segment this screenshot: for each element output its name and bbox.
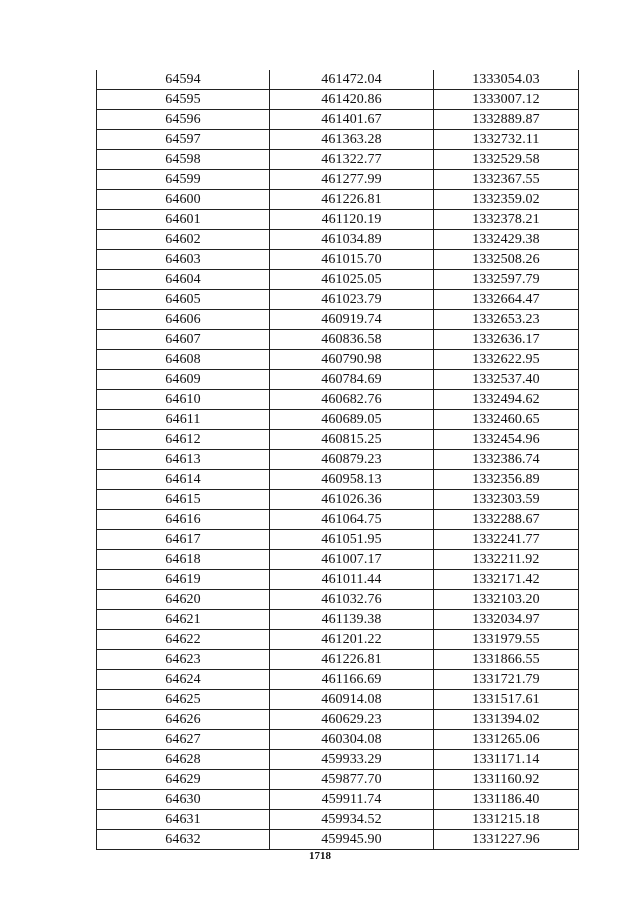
easting-cell: 461226.81 xyxy=(270,190,434,210)
point-id-cell: 64625 xyxy=(97,690,270,710)
northing-cell: 1332597.79 xyxy=(434,270,579,290)
easting-cell: 460304.08 xyxy=(270,730,434,750)
northing-cell: 1332454.96 xyxy=(434,430,579,450)
easting-cell: 461363.28 xyxy=(270,130,434,150)
easting-cell: 461025.05 xyxy=(270,270,434,290)
northing-cell: 1333054.03 xyxy=(434,70,579,90)
table-row xyxy=(97,290,579,310)
table-row xyxy=(97,90,579,110)
easting-cell: 461201.22 xyxy=(270,630,434,650)
table-row xyxy=(97,150,579,170)
easting-cell: 461064.75 xyxy=(270,510,434,530)
easting-cell: 461034.89 xyxy=(270,230,434,250)
northing-cell: 1332460.65 xyxy=(434,410,579,430)
table-row xyxy=(97,670,579,690)
point-id-cell: 64627 xyxy=(97,730,270,750)
northing-cell: 1332529.58 xyxy=(434,150,579,170)
table-row xyxy=(97,810,579,830)
point-id-cell: 64617 xyxy=(97,530,270,550)
northing-cell: 1332664.47 xyxy=(434,290,579,310)
point-id-cell: 64604 xyxy=(97,270,270,290)
northing-cell: 1332171.42 xyxy=(434,570,579,590)
point-id-cell: 64616 xyxy=(97,510,270,530)
point-id-cell: 64603 xyxy=(97,250,270,270)
point-id-cell: 64621 xyxy=(97,610,270,630)
point-id-cell: 64605 xyxy=(97,290,270,310)
easting-cell: 461007.17 xyxy=(270,550,434,570)
northing-cell: 1332508.26 xyxy=(434,250,579,270)
northing-cell: 1331215.18 xyxy=(434,810,579,830)
northing-cell: 1332653.23 xyxy=(434,310,579,330)
page-number: 1718 xyxy=(309,850,331,862)
point-id-cell: 64630 xyxy=(97,790,270,810)
easting-cell: 461026.36 xyxy=(270,490,434,510)
point-id-cell: 64595 xyxy=(97,90,270,110)
table-row xyxy=(97,750,579,770)
point-id-cell: 64628 xyxy=(97,750,270,770)
northing-cell: 1331517.61 xyxy=(434,690,579,710)
easting-cell: 460815.25 xyxy=(270,430,434,450)
northing-cell: 1331979.55 xyxy=(434,630,579,650)
point-id-cell: 64606 xyxy=(97,310,270,330)
point-id-cell: 64631 xyxy=(97,810,270,830)
point-id-cell: 64620 xyxy=(97,590,270,610)
northing-cell: 1332429.38 xyxy=(434,230,579,250)
easting-cell: 459933.29 xyxy=(270,750,434,770)
point-id-cell: 64608 xyxy=(97,350,270,370)
table-row xyxy=(97,70,579,90)
northing-cell: 1331227.96 xyxy=(434,830,579,850)
coordinates-table xyxy=(96,70,579,850)
easting-cell: 461023.79 xyxy=(270,290,434,310)
northing-cell: 1331160.92 xyxy=(434,770,579,790)
northing-cell: 1332303.59 xyxy=(434,490,579,510)
easting-cell: 461032.76 xyxy=(270,590,434,610)
point-id-cell: 64611 xyxy=(97,410,270,430)
northing-cell: 1332889.87 xyxy=(434,110,579,130)
point-id-cell: 64602 xyxy=(97,230,270,250)
northing-cell: 1332034.97 xyxy=(434,610,579,630)
table-row xyxy=(97,590,579,610)
table-row xyxy=(97,450,579,470)
northing-cell: 1331265.06 xyxy=(434,730,579,750)
table-row xyxy=(97,470,579,490)
northing-cell: 1332288.67 xyxy=(434,510,579,530)
northing-cell: 1332636.17 xyxy=(434,330,579,350)
coordinates-table-body xyxy=(97,70,579,850)
easting-cell: 461011.44 xyxy=(270,570,434,590)
point-id-cell: 64615 xyxy=(97,490,270,510)
easting-cell: 460784.69 xyxy=(270,370,434,390)
point-id-cell: 64596 xyxy=(97,110,270,130)
easting-cell: 461401.67 xyxy=(270,110,434,130)
northing-cell: 1332241.77 xyxy=(434,530,579,550)
table-row xyxy=(97,210,579,230)
table-row xyxy=(97,510,579,530)
table-row xyxy=(97,410,579,430)
northing-cell: 1332732.11 xyxy=(434,130,579,150)
table-row xyxy=(97,790,579,810)
point-id-cell: 64609 xyxy=(97,370,270,390)
easting-cell: 460836.58 xyxy=(270,330,434,350)
table-row xyxy=(97,730,579,750)
easting-cell: 461322.77 xyxy=(270,150,434,170)
easting-cell: 461277.99 xyxy=(270,170,434,190)
point-id-cell: 64599 xyxy=(97,170,270,190)
table-row xyxy=(97,270,579,290)
easting-cell: 461015.70 xyxy=(270,250,434,270)
point-id-cell: 64624 xyxy=(97,670,270,690)
northing-cell: 1332622.95 xyxy=(434,350,579,370)
table-row xyxy=(97,490,579,510)
table-row xyxy=(97,390,579,410)
point-id-cell: 64618 xyxy=(97,550,270,570)
table-row xyxy=(97,430,579,450)
easting-cell: 460689.05 xyxy=(270,410,434,430)
point-id-cell: 64597 xyxy=(97,130,270,150)
point-id-cell: 64598 xyxy=(97,150,270,170)
table-row xyxy=(97,310,579,330)
table-row xyxy=(97,610,579,630)
easting-cell: 461420.86 xyxy=(270,90,434,110)
northing-cell: 1332356.89 xyxy=(434,470,579,490)
point-id-cell: 64632 xyxy=(97,830,270,850)
table-row xyxy=(97,230,579,250)
point-id-cell: 64601 xyxy=(97,210,270,230)
table-row xyxy=(97,330,579,350)
table-row xyxy=(97,110,579,130)
northing-cell: 1332211.92 xyxy=(434,550,579,570)
easting-cell: 461166.69 xyxy=(270,670,434,690)
table-row xyxy=(97,250,579,270)
table-row xyxy=(97,130,579,150)
northing-cell: 1331721.79 xyxy=(434,670,579,690)
table-row xyxy=(97,690,579,710)
northing-cell: 1332378.21 xyxy=(434,210,579,230)
point-id-cell: 64594 xyxy=(97,70,270,90)
point-id-cell: 64600 xyxy=(97,190,270,210)
point-id-cell: 64614 xyxy=(97,470,270,490)
easting-cell: 460919.74 xyxy=(270,310,434,330)
easting-cell: 461139.38 xyxy=(270,610,434,630)
table-row xyxy=(97,710,579,730)
table-row xyxy=(97,770,579,790)
northing-cell: 1331171.14 xyxy=(434,750,579,770)
point-id-cell: 64619 xyxy=(97,570,270,590)
northing-cell: 1332494.62 xyxy=(434,390,579,410)
table-row xyxy=(97,350,579,370)
table-row xyxy=(97,830,579,850)
table-row xyxy=(97,170,579,190)
point-id-cell: 64610 xyxy=(97,390,270,410)
easting-cell: 461051.95 xyxy=(270,530,434,550)
northing-cell: 1332537.40 xyxy=(434,370,579,390)
table-row xyxy=(97,630,579,650)
point-id-cell: 64607 xyxy=(97,330,270,350)
easting-cell: 461120.19 xyxy=(270,210,434,230)
table-row xyxy=(97,550,579,570)
easting-cell: 459877.70 xyxy=(270,770,434,790)
northing-cell: 1331394.02 xyxy=(434,710,579,730)
table-row xyxy=(97,530,579,550)
easting-cell: 460914.08 xyxy=(270,690,434,710)
northing-cell: 1332367.55 xyxy=(434,170,579,190)
northing-cell: 1332386.74 xyxy=(434,450,579,470)
point-id-cell: 64623 xyxy=(97,650,270,670)
table-row xyxy=(97,370,579,390)
easting-cell: 459911.74 xyxy=(270,790,434,810)
easting-cell: 460629.23 xyxy=(270,710,434,730)
easting-cell: 459945.90 xyxy=(270,830,434,850)
easting-cell: 460682.76 xyxy=(270,390,434,410)
northing-cell: 1331186.40 xyxy=(434,790,579,810)
point-id-cell: 64612 xyxy=(97,430,270,450)
northing-cell: 1332103.20 xyxy=(434,590,579,610)
northing-cell: 1333007.12 xyxy=(434,90,579,110)
northing-cell: 1331866.55 xyxy=(434,650,579,670)
northing-cell: 1332359.02 xyxy=(434,190,579,210)
easting-cell: 459934.52 xyxy=(270,810,434,830)
easting-cell: 460958.13 xyxy=(270,470,434,490)
point-id-cell: 64626 xyxy=(97,710,270,730)
easting-cell: 460879.23 xyxy=(270,450,434,470)
easting-cell: 460790.98 xyxy=(270,350,434,370)
table-row xyxy=(97,570,579,590)
point-id-cell: 64629 xyxy=(97,770,270,790)
point-id-cell: 64622 xyxy=(97,630,270,650)
table-row xyxy=(97,190,579,210)
easting-cell: 461472.04 xyxy=(270,70,434,90)
point-id-cell: 64613 xyxy=(97,450,270,470)
table-row xyxy=(97,650,579,670)
easting-cell: 461226.81 xyxy=(270,650,434,670)
